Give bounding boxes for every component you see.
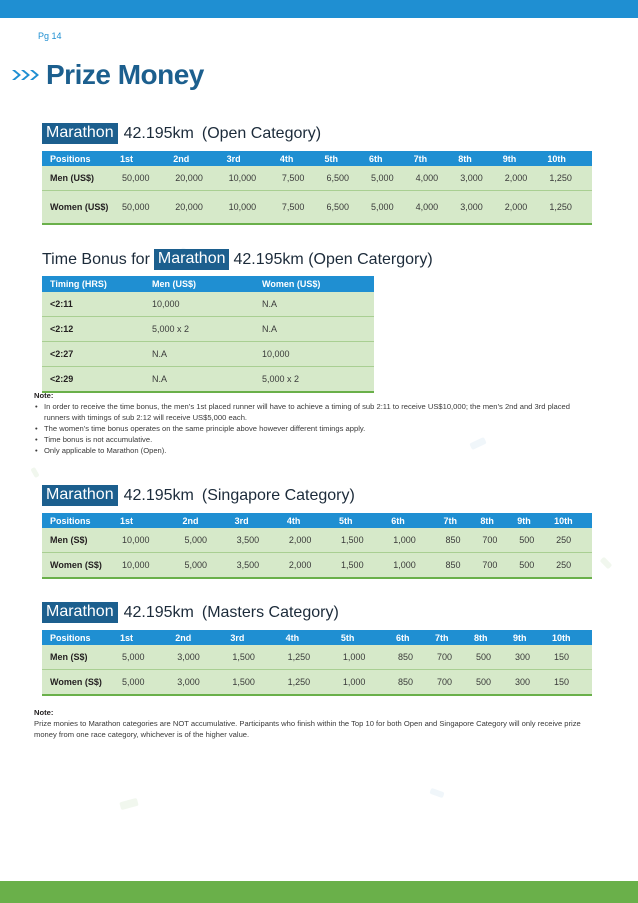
time-bonus-table (42, 276, 374, 393)
page-title: Prize Money (46, 59, 204, 90)
row-label: Men (US$) (42, 166, 120, 191)
table-row (42, 528, 592, 553)
marathon-tag: Marathon (154, 249, 230, 270)
position-header: 10th (552, 630, 592, 645)
chevron-arrows-icon (12, 68, 42, 82)
position-header: 2nd (175, 630, 230, 645)
table-header-row (42, 151, 592, 166)
prize-cell: 4,000 (414, 166, 459, 191)
prize-cell: 1,000 (341, 645, 396, 670)
row-label: Men (S$) (42, 645, 120, 670)
position-header: 5th (341, 630, 396, 645)
position-header: 10th (547, 151, 592, 166)
prize-cell: 20,000 (173, 166, 226, 191)
prize-cell: 500 (517, 528, 554, 553)
prize-cell: 1,000 (341, 670, 396, 696)
positions-header: Positions (42, 151, 120, 166)
prize-cell: 10,000 (120, 553, 182, 579)
position-header: 1st (120, 513, 182, 528)
prize-cell: 500 (474, 645, 513, 670)
prize-cell: 150 (552, 670, 592, 696)
confetti-decoration (119, 798, 138, 810)
position-header: 4th (287, 513, 339, 528)
table-row (42, 342, 374, 367)
bonus-cell: N.A (151, 367, 261, 393)
marathon-tag: Marathon (42, 485, 118, 506)
prize-cell: 1,500 (230, 670, 285, 696)
position-header: 2nd (173, 151, 226, 166)
note-item: • Only applicable to Marathon (Open). (34, 445, 594, 456)
position-header: 3rd (235, 513, 287, 528)
prize-cell: 1,250 (547, 166, 592, 191)
note-item: • The women’s time bonus operates on the same principle above however different timings apply. (34, 423, 594, 434)
bonus-cell: 5,000 x 2 (261, 367, 374, 393)
prize-cell: 2,000 (287, 553, 339, 579)
top-color-bar (0, 0, 638, 18)
position-header: 1st (120, 151, 173, 166)
position-header: 6th (396, 630, 435, 645)
category-label: (Singapore Category) (201, 486, 355, 504)
prize-cell: 250 (554, 528, 592, 553)
bonus-cell: N.A (151, 342, 261, 367)
position-header: 3rd (227, 151, 280, 166)
distance-label: 42.195km (123, 603, 194, 621)
bonus-cell: 10,000 (151, 292, 261, 317)
prize-cell: 3,500 (235, 553, 287, 579)
timebonus-prefix: Time Bonus for (42, 250, 150, 268)
table-row (42, 317, 374, 342)
position-header: 8th (458, 151, 503, 166)
column-header: Men (US$) (151, 276, 261, 292)
time-bonus-note (34, 390, 594, 456)
prize-cell: 50,000 (120, 166, 173, 191)
prize-cell: 1,000 (391, 553, 443, 579)
prize-cell: 10,000 (120, 528, 182, 553)
prize-cell: 3,000 (175, 670, 230, 696)
prize-cell: 150 (552, 645, 592, 670)
timing-cell: <2:27 (42, 342, 151, 367)
masters-prize-table (42, 630, 592, 696)
prize-cell: 1,000 (391, 528, 443, 553)
table-row (42, 553, 592, 579)
prize-cell: 850 (443, 553, 480, 579)
prize-cell: 300 (513, 645, 552, 670)
prize-cell: 1,500 (339, 553, 391, 579)
bottom-color-bar (0, 881, 638, 903)
table-row (42, 670, 592, 696)
position-header: 1st (120, 630, 175, 645)
timebonus-suffix: 42.195km (Open Catergory) (233, 250, 433, 268)
prize-cell: 700 (480, 553, 517, 579)
prize-cell: 10,000 (227, 191, 280, 225)
table-row (42, 292, 374, 317)
positions-header: Positions (42, 630, 120, 645)
prize-cell: 7,500 (280, 191, 325, 225)
category-label: (Open Category) (201, 124, 322, 142)
prize-cell: 700 (435, 645, 474, 670)
position-header: 4th (280, 151, 325, 166)
prize-cell: 1,250 (286, 670, 341, 696)
page-number: Pg 14 (38, 31, 62, 41)
position-header: 3rd (230, 630, 285, 645)
prize-cell: 5,000 (369, 191, 414, 225)
position-header: 4th (286, 630, 341, 645)
prize-cell: 50,000 (120, 191, 173, 225)
table-header-row (42, 276, 374, 292)
note-text: Prize monies to Marathon categories are NOT accumulative. Participants who finish within the Top 10 for both Open and Singapore Category will only receive prize money from one race category, whichever is of the higher value. (34, 719, 581, 739)
timing-cell: <2:29 (42, 367, 151, 393)
table-row (42, 645, 592, 670)
row-label: Women (S$) (42, 553, 120, 579)
position-header: 7th (443, 513, 480, 528)
position-header: 9th (513, 630, 552, 645)
prize-cell: 4,000 (414, 191, 459, 225)
note-heading: Note: (34, 391, 54, 400)
prize-cell: 3,500 (235, 528, 287, 553)
row-label: Men (S$) (42, 528, 120, 553)
prize-cell: 250 (554, 553, 592, 579)
prize-cell: 2,000 (503, 166, 548, 191)
distance-label: 42.195km (123, 124, 194, 142)
position-header: 8th (474, 630, 513, 645)
table-row (42, 367, 374, 393)
prize-cell: 500 (517, 553, 554, 579)
prize-cell: 1,500 (230, 645, 285, 670)
prize-cell: 1,250 (286, 645, 341, 670)
note-heading: Note: (34, 708, 54, 717)
singapore-section-heading (42, 485, 355, 506)
prize-cell: 3,000 (175, 645, 230, 670)
marathon-tag: Marathon (42, 602, 118, 623)
prize-cell: 10,000 (227, 166, 280, 191)
distance-label: 42.195km (123, 486, 194, 504)
timebonus-section-heading (42, 249, 433, 270)
masters-section-heading (42, 602, 339, 623)
prize-cell: 5,000 (120, 670, 175, 696)
prize-cell: 850 (443, 528, 480, 553)
prize-cell: 3,000 (458, 191, 503, 225)
position-header: 2nd (182, 513, 234, 528)
prize-cell: 5,000 (369, 166, 414, 191)
position-header: 10th (554, 513, 592, 528)
category-label: (Masters Category) (201, 603, 339, 621)
prize-cell: 1,500 (339, 528, 391, 553)
position-header: 6th (369, 151, 414, 166)
prize-cell: 2,000 (287, 528, 339, 553)
bonus-cell: N.A (261, 317, 374, 342)
open-section-heading (42, 123, 321, 144)
open-prize-table (42, 151, 592, 225)
prize-cell: 700 (435, 670, 474, 696)
note-item: • Time bonus is not accumulative. (34, 434, 594, 445)
table-header-row (42, 513, 592, 528)
note-item: • In order to receive the time bonus, the men’s 1st placed runner will have to achieve a timing of sub 2:11 to receive US$10,000; the men’s 2nd and 3rd placed runners with timings of sub 2:12 will receive US$5,000 each. (34, 401, 594, 423)
confetti-decoration (600, 557, 613, 570)
bonus-cell: 10,000 (261, 342, 374, 367)
prize-cell: 850 (396, 670, 435, 696)
position-header: 8th (480, 513, 517, 528)
position-header: 5th (339, 513, 391, 528)
position-header: 7th (414, 151, 459, 166)
prize-cell: 1,250 (547, 191, 592, 225)
position-header: 9th (503, 151, 548, 166)
bonus-cell: N.A (261, 292, 374, 317)
positions-header: Positions (42, 513, 120, 528)
timing-cell: <2:11 (42, 292, 151, 317)
prize-cell: 20,000 (173, 191, 226, 225)
table-header-row (42, 630, 592, 645)
prize-cell: 5,000 (182, 528, 234, 553)
bonus-cell: 5,000 x 2 (151, 317, 261, 342)
position-header: 5th (324, 151, 369, 166)
position-header: 6th (391, 513, 443, 528)
prize-cell: 6,500 (324, 166, 369, 191)
prize-cell: 6,500 (324, 191, 369, 225)
confetti-decoration (30, 467, 39, 478)
prize-cell: 2,000 (503, 191, 548, 225)
table-row (42, 166, 592, 191)
prize-cell: 300 (513, 670, 552, 696)
row-label: Women (US$) (42, 191, 120, 225)
prize-cell: 3,000 (458, 166, 503, 191)
page-header (12, 58, 204, 92)
singapore-prize-table (42, 513, 592, 579)
position-header: 7th (435, 630, 474, 645)
timing-cell: <2:12 (42, 317, 151, 342)
column-header: Timing (HRS) (42, 276, 151, 292)
table-row (42, 191, 592, 225)
confetti-decoration (429, 788, 444, 798)
marathon-tag: Marathon (42, 123, 118, 144)
prize-note (34, 707, 594, 740)
prize-cell: 5,000 (182, 553, 234, 579)
prize-cell: 700 (480, 528, 517, 553)
column-header: Women (US$) (261, 276, 374, 292)
prize-cell: 5,000 (120, 645, 175, 670)
row-label: Women (S$) (42, 670, 120, 696)
prize-cell: 850 (396, 645, 435, 670)
prize-cell: 7,500 (280, 166, 325, 191)
prize-cell: 500 (474, 670, 513, 696)
note-list (34, 401, 594, 456)
position-header: 9th (517, 513, 554, 528)
